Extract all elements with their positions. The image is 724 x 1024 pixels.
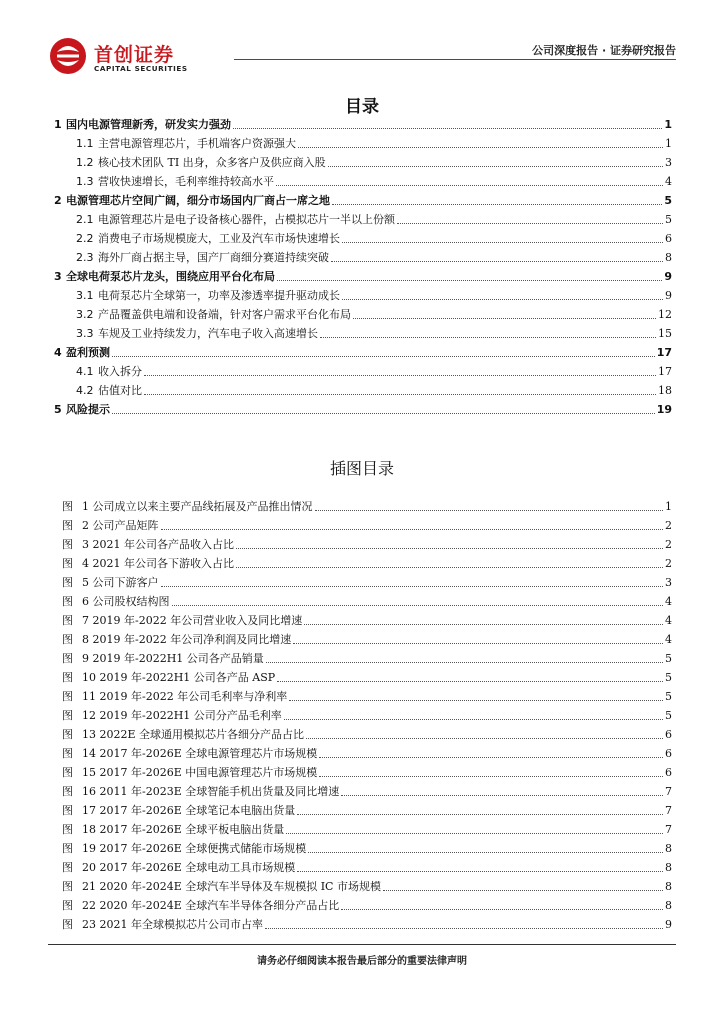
entry-page-number: 3 bbox=[665, 576, 672, 589]
entry-page-number: 5 bbox=[665, 709, 672, 722]
entry-title: 产品覆盖供电端和设备端，针对客户需求平台化布局 bbox=[98, 308, 351, 321]
entry-page-number: 1 bbox=[665, 137, 672, 150]
entry-page-number: 6 bbox=[665, 232, 672, 245]
entry-page-number: 8 bbox=[665, 842, 672, 855]
figure-entry[interactable] bbox=[54, 764, 672, 782]
entry-title: 收入拆分 bbox=[98, 365, 142, 378]
entry-page-number: 6 bbox=[665, 728, 672, 741]
entry-number: 1.3 bbox=[76, 175, 94, 188]
entry-title: 14 2017 年-2026E 全球电源管理芯片市场规模 bbox=[82, 747, 318, 760]
entry-page-number: 8 bbox=[665, 899, 672, 912]
entry-title: 9 2019 年-2022H1 公司各产品销量 bbox=[82, 652, 264, 665]
toc-entry[interactable] bbox=[54, 173, 672, 191]
toc-entry[interactable] bbox=[54, 116, 672, 134]
dot-leader bbox=[298, 147, 663, 149]
entry-number: 2.1 bbox=[76, 213, 94, 226]
dot-leader bbox=[265, 928, 663, 930]
figure-entry[interactable] bbox=[54, 840, 672, 858]
entry-number: 图 bbox=[62, 519, 73, 532]
entry-number: 图 bbox=[62, 652, 73, 665]
entry-page-number: 9 bbox=[665, 918, 672, 931]
dot-leader bbox=[236, 567, 663, 569]
entry-title: 国内电源管理新秀，研发实力强劲 bbox=[66, 118, 231, 131]
entry-number: 3 bbox=[54, 270, 62, 283]
dot-leader bbox=[144, 394, 656, 396]
entry-number: 图 bbox=[62, 899, 73, 912]
dot-leader bbox=[236, 548, 663, 550]
dot-leader bbox=[304, 624, 663, 626]
entry-title: 8 2019 年-2022 年公司净利润及同比增速 bbox=[82, 633, 292, 646]
entry-title: 5 公司下游客户 bbox=[82, 576, 159, 589]
entry-title: 1 公司成立以来主要产品线拓展及产品推出情况 bbox=[82, 500, 313, 513]
logo-text-cn: 首创证券 bbox=[94, 44, 175, 66]
figure-entry[interactable] bbox=[54, 802, 672, 820]
figure-entry[interactable] bbox=[54, 574, 672, 592]
entry-number: 图 bbox=[62, 766, 73, 779]
entry-number: 2.3 bbox=[76, 251, 94, 264]
entry-number: 1.2 bbox=[76, 156, 94, 169]
entry-page-number: 4 bbox=[665, 595, 672, 608]
figure-entry[interactable] bbox=[54, 859, 672, 877]
entry-number: 图 bbox=[62, 842, 73, 855]
entry-page-number: 2 bbox=[665, 557, 672, 570]
figure-entry[interactable] bbox=[54, 707, 672, 725]
entry-title: 估值对比 bbox=[98, 384, 142, 397]
toc-entry[interactable] bbox=[54, 154, 672, 172]
entry-page-number: 8 bbox=[665, 861, 672, 874]
report-type-label: 公司深度报告 · 证券研究报告 bbox=[532, 44, 676, 57]
entry-number: 图 bbox=[62, 747, 73, 760]
dot-leader bbox=[277, 280, 662, 282]
dot-leader bbox=[341, 795, 663, 797]
dot-leader bbox=[276, 185, 663, 187]
entry-number: 图 bbox=[62, 500, 73, 513]
dot-leader bbox=[277, 681, 663, 683]
entry-page-number: 9 bbox=[665, 289, 672, 302]
entry-title: 7 2019 年-2022 年公司营业收入及同比增速 bbox=[82, 614, 303, 627]
dot-leader bbox=[320, 337, 656, 339]
entry-number: 图 bbox=[62, 785, 73, 798]
toc-entry[interactable] bbox=[54, 382, 672, 400]
entry-number: 图 bbox=[62, 918, 73, 931]
entry-title: 15 2017 年-2026E 中国电源管理芯片市场规模 bbox=[82, 766, 318, 779]
figure-entry[interactable] bbox=[54, 555, 672, 573]
entry-title: 17 2017 年-2026E 全球笔记本电脑出货量 bbox=[82, 804, 296, 817]
dot-leader bbox=[289, 700, 663, 702]
entry-number: 图 bbox=[62, 804, 73, 817]
dot-leader bbox=[341, 909, 663, 911]
entry-number: 图 bbox=[62, 576, 73, 589]
figure-entry[interactable] bbox=[54, 593, 672, 611]
figure-entry[interactable] bbox=[54, 631, 672, 649]
dot-leader bbox=[293, 643, 663, 645]
entry-title: 车规及工业持续发力，汽车电子收入高速增长 bbox=[98, 327, 318, 340]
entry-title: 海外厂商占据主导，国产厂商细分赛道持续突破 bbox=[98, 251, 329, 264]
entry-page-number: 19 bbox=[656, 403, 672, 416]
dot-leader bbox=[284, 719, 663, 721]
dot-leader bbox=[161, 586, 663, 588]
dot-leader bbox=[112, 356, 655, 358]
entry-title: 20 2017 年-2026E 全球电动工具市场规模 bbox=[82, 861, 296, 874]
entry-number: 4 bbox=[54, 346, 62, 359]
figure-entry[interactable] bbox=[54, 745, 672, 763]
dot-leader bbox=[172, 605, 663, 607]
entry-title: 11 2019 年-2022 年公司毛利率与净利率 bbox=[82, 690, 288, 703]
entry-page-number: 7 bbox=[665, 804, 672, 817]
entry-page-number: 9 bbox=[664, 270, 672, 283]
dot-leader bbox=[353, 318, 656, 320]
figure-index-title: 插图目录 bbox=[329, 459, 394, 478]
entry-page-number: 18 bbox=[658, 384, 672, 397]
entry-number: 2.2 bbox=[76, 232, 94, 245]
entry-number: 1.1 bbox=[76, 137, 94, 150]
entry-page-number: 7 bbox=[665, 823, 672, 836]
entry-title: 13 2022E 全球通用模拟芯片各细分产品占比 bbox=[82, 728, 305, 741]
entry-page-number: 2 bbox=[665, 519, 672, 532]
entry-page-number: 1 bbox=[664, 118, 672, 131]
toc-entry[interactable] bbox=[54, 135, 672, 153]
dot-leader bbox=[342, 242, 663, 244]
entry-number: 图 bbox=[62, 728, 73, 741]
toc-entry[interactable] bbox=[54, 325, 672, 343]
dot-leader bbox=[161, 529, 663, 531]
entry-number: 图 bbox=[62, 633, 73, 646]
figure-entry[interactable] bbox=[54, 650, 672, 668]
toc-title: 目录 bbox=[345, 97, 379, 117]
entry-page-number: 5 bbox=[665, 690, 672, 703]
figure-entry[interactable] bbox=[54, 688, 672, 706]
entry-title: 6 公司股权结构图 bbox=[82, 595, 170, 608]
dot-leader bbox=[319, 757, 663, 759]
toc-entry[interactable] bbox=[54, 230, 672, 248]
dot-leader bbox=[144, 375, 656, 377]
entry-title: 3 2021 年公司各产品收入占比 bbox=[82, 538, 234, 551]
entry-number: 3.1 bbox=[76, 289, 94, 302]
entry-page-number: 6 bbox=[665, 747, 672, 760]
entry-title: 10 2019 年-2022H1 公司各产品 ASP bbox=[82, 671, 276, 684]
entry-number: 图 bbox=[62, 538, 73, 551]
entry-number: 3.2 bbox=[76, 308, 94, 321]
entry-number: 5 bbox=[54, 403, 62, 416]
entry-number: 3.3 bbox=[76, 327, 94, 340]
entry-number: 图 bbox=[62, 671, 73, 684]
logo-text-en: CAPITAL SECURITIES bbox=[94, 64, 188, 73]
dot-leader bbox=[397, 223, 663, 225]
dot-leader bbox=[306, 738, 663, 740]
entry-page-number: 2 bbox=[665, 538, 672, 551]
entry-page-number: 17 bbox=[658, 365, 672, 378]
entry-page-number: 5 bbox=[665, 652, 672, 665]
entry-title: 电荷泵芯片全球第一，功率及渗透率提升驱动成长 bbox=[98, 289, 340, 302]
entry-page-number: 4 bbox=[665, 614, 672, 627]
entry-title: 主营电源管理芯片，手机端客户资源强大 bbox=[98, 137, 296, 150]
entry-title: 19 2017 年-2026E 全球便携式储能市场规模 bbox=[82, 842, 307, 855]
entry-title: 全球电荷泵芯片龙头，围绕应用平台化布局 bbox=[66, 270, 275, 283]
dot-leader bbox=[297, 871, 663, 873]
entry-number: 图 bbox=[62, 709, 73, 722]
entry-title: 电源管理芯片空间广阔，细分市场国内厂商占一席之地 bbox=[66, 194, 330, 207]
entry-number: 4.1 bbox=[76, 365, 94, 378]
entry-number: 图 bbox=[62, 614, 73, 627]
entry-title: 23 2021 年全球模拟芯片公司市占率 bbox=[82, 918, 263, 931]
entry-title: 4 2021 年公司各下游收入占比 bbox=[82, 557, 234, 570]
entry-page-number: 8 bbox=[665, 251, 672, 264]
dot-leader bbox=[331, 261, 663, 263]
figure-entry[interactable] bbox=[54, 726, 672, 744]
dot-leader bbox=[297, 814, 663, 816]
figure-entry[interactable] bbox=[54, 498, 672, 516]
toc-entry[interactable] bbox=[54, 211, 672, 229]
entry-page-number: 7 bbox=[665, 785, 672, 798]
entry-page-number: 4 bbox=[665, 175, 672, 188]
toc-entry[interactable] bbox=[54, 192, 672, 210]
toc-entry[interactable] bbox=[54, 401, 672, 419]
entry-title: 营收快速增长，毛利率维持较高水平 bbox=[98, 175, 274, 188]
capital-securities-logo-icon bbox=[48, 36, 90, 76]
figure-entry[interactable] bbox=[54, 669, 672, 687]
dot-leader bbox=[308, 852, 663, 854]
page-header bbox=[48, 36, 676, 76]
entry-title: 盈利预测 bbox=[66, 346, 110, 359]
entry-page-number: 15 bbox=[658, 327, 672, 340]
entry-title: 核心技术团队 TI 出身，众多客户及供应商入股 bbox=[98, 156, 326, 169]
dot-leader bbox=[112, 413, 655, 415]
figure-entry[interactable] bbox=[54, 783, 672, 801]
dot-leader bbox=[328, 166, 663, 168]
dot-leader bbox=[233, 128, 662, 130]
entry-number: 图 bbox=[62, 880, 73, 893]
entry-page-number: 1 bbox=[665, 500, 672, 513]
dot-leader bbox=[383, 890, 663, 892]
legal-disclaimer: 请务必仔细阅读本报告最后部分的重要法律声明 bbox=[257, 956, 467, 967]
entry-title: 16 2011 年-2023E 全球智能手机出货量及同比增速 bbox=[82, 785, 340, 798]
entry-page-number: 5 bbox=[665, 671, 672, 684]
entry-number: 4.2 bbox=[76, 384, 94, 397]
entry-title: 2 公司产品矩阵 bbox=[82, 519, 159, 532]
toc-entry[interactable] bbox=[54, 268, 672, 286]
entry-number: 图 bbox=[62, 595, 73, 608]
entry-number: 2 bbox=[54, 194, 62, 207]
entry-page-number: 5 bbox=[665, 213, 672, 226]
dot-leader bbox=[332, 204, 662, 206]
entry-number: 图 bbox=[62, 557, 73, 570]
dot-leader bbox=[286, 833, 663, 835]
toc-entry[interactable] bbox=[54, 249, 672, 267]
dot-leader bbox=[315, 510, 663, 512]
figure-entry[interactable] bbox=[54, 916, 672, 934]
dot-leader bbox=[319, 776, 663, 778]
entry-number: 图 bbox=[62, 861, 73, 874]
entry-title: 风险提示 bbox=[66, 403, 110, 416]
toc-entry[interactable] bbox=[54, 363, 672, 381]
entry-title: 12 2019 年-2022H1 公司分产品毛利率 bbox=[82, 709, 282, 722]
entry-page-number: 12 bbox=[658, 308, 672, 321]
dot-leader bbox=[342, 299, 663, 301]
entry-number: 图 bbox=[62, 690, 73, 703]
entry-title: 18 2017 年-2026E 全球平板电脑出货量 bbox=[82, 823, 285, 836]
entry-title: 消费电子市场规模庞大，工业及汽车市场快速增长 bbox=[98, 232, 340, 245]
entry-number: 1 bbox=[54, 118, 62, 131]
figure-entry[interactable] bbox=[54, 897, 672, 915]
figure-entry[interactable] bbox=[54, 821, 672, 839]
entry-number: 图 bbox=[62, 823, 73, 836]
entry-page-number: 17 bbox=[656, 346, 672, 359]
header-rule bbox=[234, 59, 676, 60]
figure-entry[interactable] bbox=[54, 878, 672, 896]
toc-entry[interactable] bbox=[54, 287, 672, 305]
figure-entry[interactable] bbox=[54, 536, 672, 554]
entry-title: 22 2020 年-2024E 全球汽车半导体各细分产品占比 bbox=[82, 899, 340, 912]
figure-entry[interactable] bbox=[54, 612, 672, 630]
entry-title: 电源管理芯片是电子设备核心器件，占模拟芯片一半以上份额 bbox=[98, 213, 395, 226]
footer-rule bbox=[48, 944, 676, 945]
entry-page-number: 8 bbox=[665, 880, 672, 893]
entry-title: 21 2020 年-2024E 全球汽车半导体及车规模拟 IC 市场规模 bbox=[82, 880, 381, 893]
dot-leader bbox=[266, 662, 663, 664]
entry-page-number: 5 bbox=[664, 194, 672, 207]
entry-page-number: 6 bbox=[665, 766, 672, 779]
entry-page-number: 4 bbox=[665, 633, 672, 646]
entry-page-number: 3 bbox=[665, 156, 672, 169]
toc-entry[interactable] bbox=[54, 344, 672, 362]
figure-entry[interactable] bbox=[54, 517, 672, 535]
toc-entry[interactable] bbox=[54, 306, 672, 324]
